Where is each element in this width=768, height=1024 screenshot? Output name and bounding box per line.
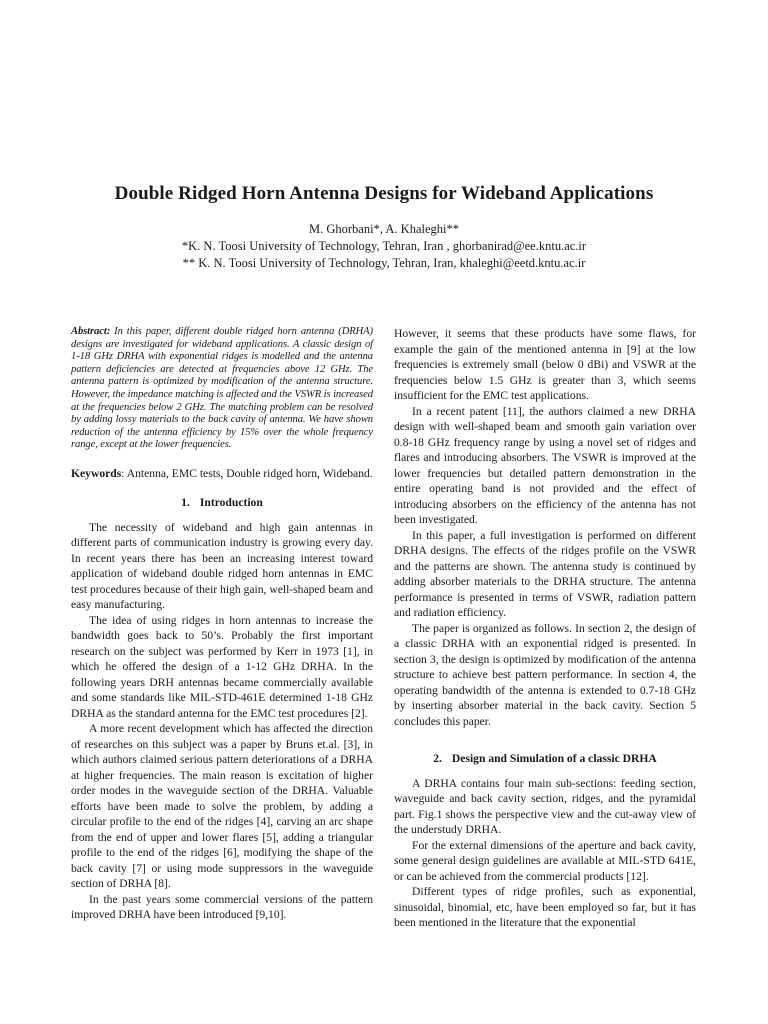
section-heading-design xyxy=(394,751,696,767)
paragraph: The idea of using ridges in horn antennas to increase the bandwidth goes back to 50’s. Probably the first important research on the subject was performed by Kerr in 1973 [1], in which he offered the design of a 1-12 GHz DRHA. In the following years DRH antennas became commercially available and some standards like MIL-STD-461E determined 1-18 GHz DRHA as the standard antenna for the EMC test procedures [2]. xyxy=(71,613,373,720)
paragraph: A more recent development which has affected the direction of researches on this subject was a paper by Bruns et.al. [3], in which authors claimed serious pattern deteriorations of a DRHA at higher frequencies. The main reason is excitation of higher order modes in the waveguide section of the DRHA. Valuable efforts have been made to solve the problem, by adding a circular profile to the end of the ridges [4], carving an arc shape from the end of upper and lower flares [5], adding a triangular profile to the end of the ridges [6], modifying the shape of the back cavity [7] or using mode suppressors in the waveguide section of DRHA [8]. xyxy=(71,722,373,891)
author-block xyxy=(0,221,768,272)
section-title: Design and Simulation of a classic DRHA xyxy=(451,752,657,765)
abstract-text: In this paper, different double ridged horn antenna (DRHA) designs are investigated for wideband applications. A classic design of 1-18 GHz DRHA with exponential ridges is modelled and the antenna pattern deficiencies are detected at frequencies above 12 GHz. The antenna pattern is optimized by modification of the antenna structure. However, the impedance matching is affected and the VSWR is increased at the frequencies below 2 GHz. The matching problem can be resolved by adding lossy materials to the back cavity of antenna. We have shown reduction of the antenna efficiency by 15% over the whole frequency range, except at the lower frequencies. xyxy=(71,326,373,451)
abstract-label: Abstract: xyxy=(71,326,111,337)
section-title: Introduction xyxy=(199,496,263,510)
paragraph: The paper is organized as follows. In section 2, the design of a classic DRHA with an exponential ridged is presented. In section 3, the design is optimized by modification of the antenna structure to achieve best pattern performance. In section 4, the operating bandwidth of the antenna is extended to 0.7-18 GHz by inserting absorber material in the back cavity. Section 5 concludes this paper. xyxy=(394,621,696,728)
keywords xyxy=(71,466,373,482)
keywords-label: Keywords xyxy=(71,466,122,480)
paragraph: In a recent patent [11], the authors claimed a new DRHA design with well-shaped beam and smooth gain variation over 0.8-18 GHz frequency range by using a novel set of ridges and flares and introducing absorbers. The VSWR is improved at the lower frequencies but detailed pattern demonstration in the entire operating band is not provided and the effect of introducing absorbers on the efficiency of the antenna has not been investigated. xyxy=(394,404,696,526)
paragraph: However, it seems that these products have some flaws, for example the gain of the mentioned antenna in [9] at the low frequencies is extremely small (below 0 dBi) and VSWR at the frequencies below 1.5 GHz is greater than 3, which seems insufficient for the EMC test applications. xyxy=(394,327,696,402)
left-column xyxy=(71,326,373,923)
paragraph: A DRHA contains four main sub-sections: feeding section, waveguide and back cavity section, ridges, and the pyramidal part. Fig.1 shows the perspective view and the cut-away view of the understudy DRHA. xyxy=(394,776,696,836)
paragraph: In the past years some commercial versions of the pattern improved DRHA have been introduced [9,10]. xyxy=(71,892,373,922)
section-number: 2. xyxy=(433,752,442,765)
paragraph: The necessity of wideband and high gain antennas in different parts of communication industry is growing every day. In recent years there has been an increasing interest toward application of wideband double ridged horn antennas in EMC test procedures because of their high gain, well-shaped beam and easy manufacturing. xyxy=(71,520,373,612)
paper-title: Double Ridged Horn Antenna Designs for Wideband Applications xyxy=(114,183,654,204)
paragraph: In this paper, a full investigation is performed on different DRHA designs. The effects of the ridges profile on the VSWR and the patterns are shown. The antenna study is continued by adding absorber materials to the DRHA structure. The antenna performance is presented in terms of VSWR, radiation pattern and radiation efficiency. xyxy=(394,528,696,619)
keywords-text: : Antenna, EMC tests, Double ridged horn, Wideband. xyxy=(121,466,373,480)
affiliation-2: ** K. N. Toosi University of Technology, Tehran, Iran, khaleghi@eetd.kntu.ac.ir xyxy=(182,256,586,270)
paragraph: For the external dimensions of the aperture and back cavity, some general design guidelines are available at MIL-STD 641E, or can be achieved from the commercial products [12]. xyxy=(394,838,696,883)
paragraph: Different types of ridge profiles, such as exponential, sinusoidal, binomial, etc, have been employed so far, but it has been mentioned in the literature that the exponential xyxy=(394,885,696,929)
abstract xyxy=(71,326,373,452)
section-heading-introduction xyxy=(71,495,373,511)
section-number: 1. xyxy=(181,496,190,510)
right-column xyxy=(394,326,696,931)
author-names: M. Ghorbani*, A. Khaleghi** xyxy=(309,222,459,236)
affiliation-1: *K. N. Toosi University of Technology, Tehran, Iran , ghorbanirad@ee.kntu.ac.ir xyxy=(181,239,587,253)
